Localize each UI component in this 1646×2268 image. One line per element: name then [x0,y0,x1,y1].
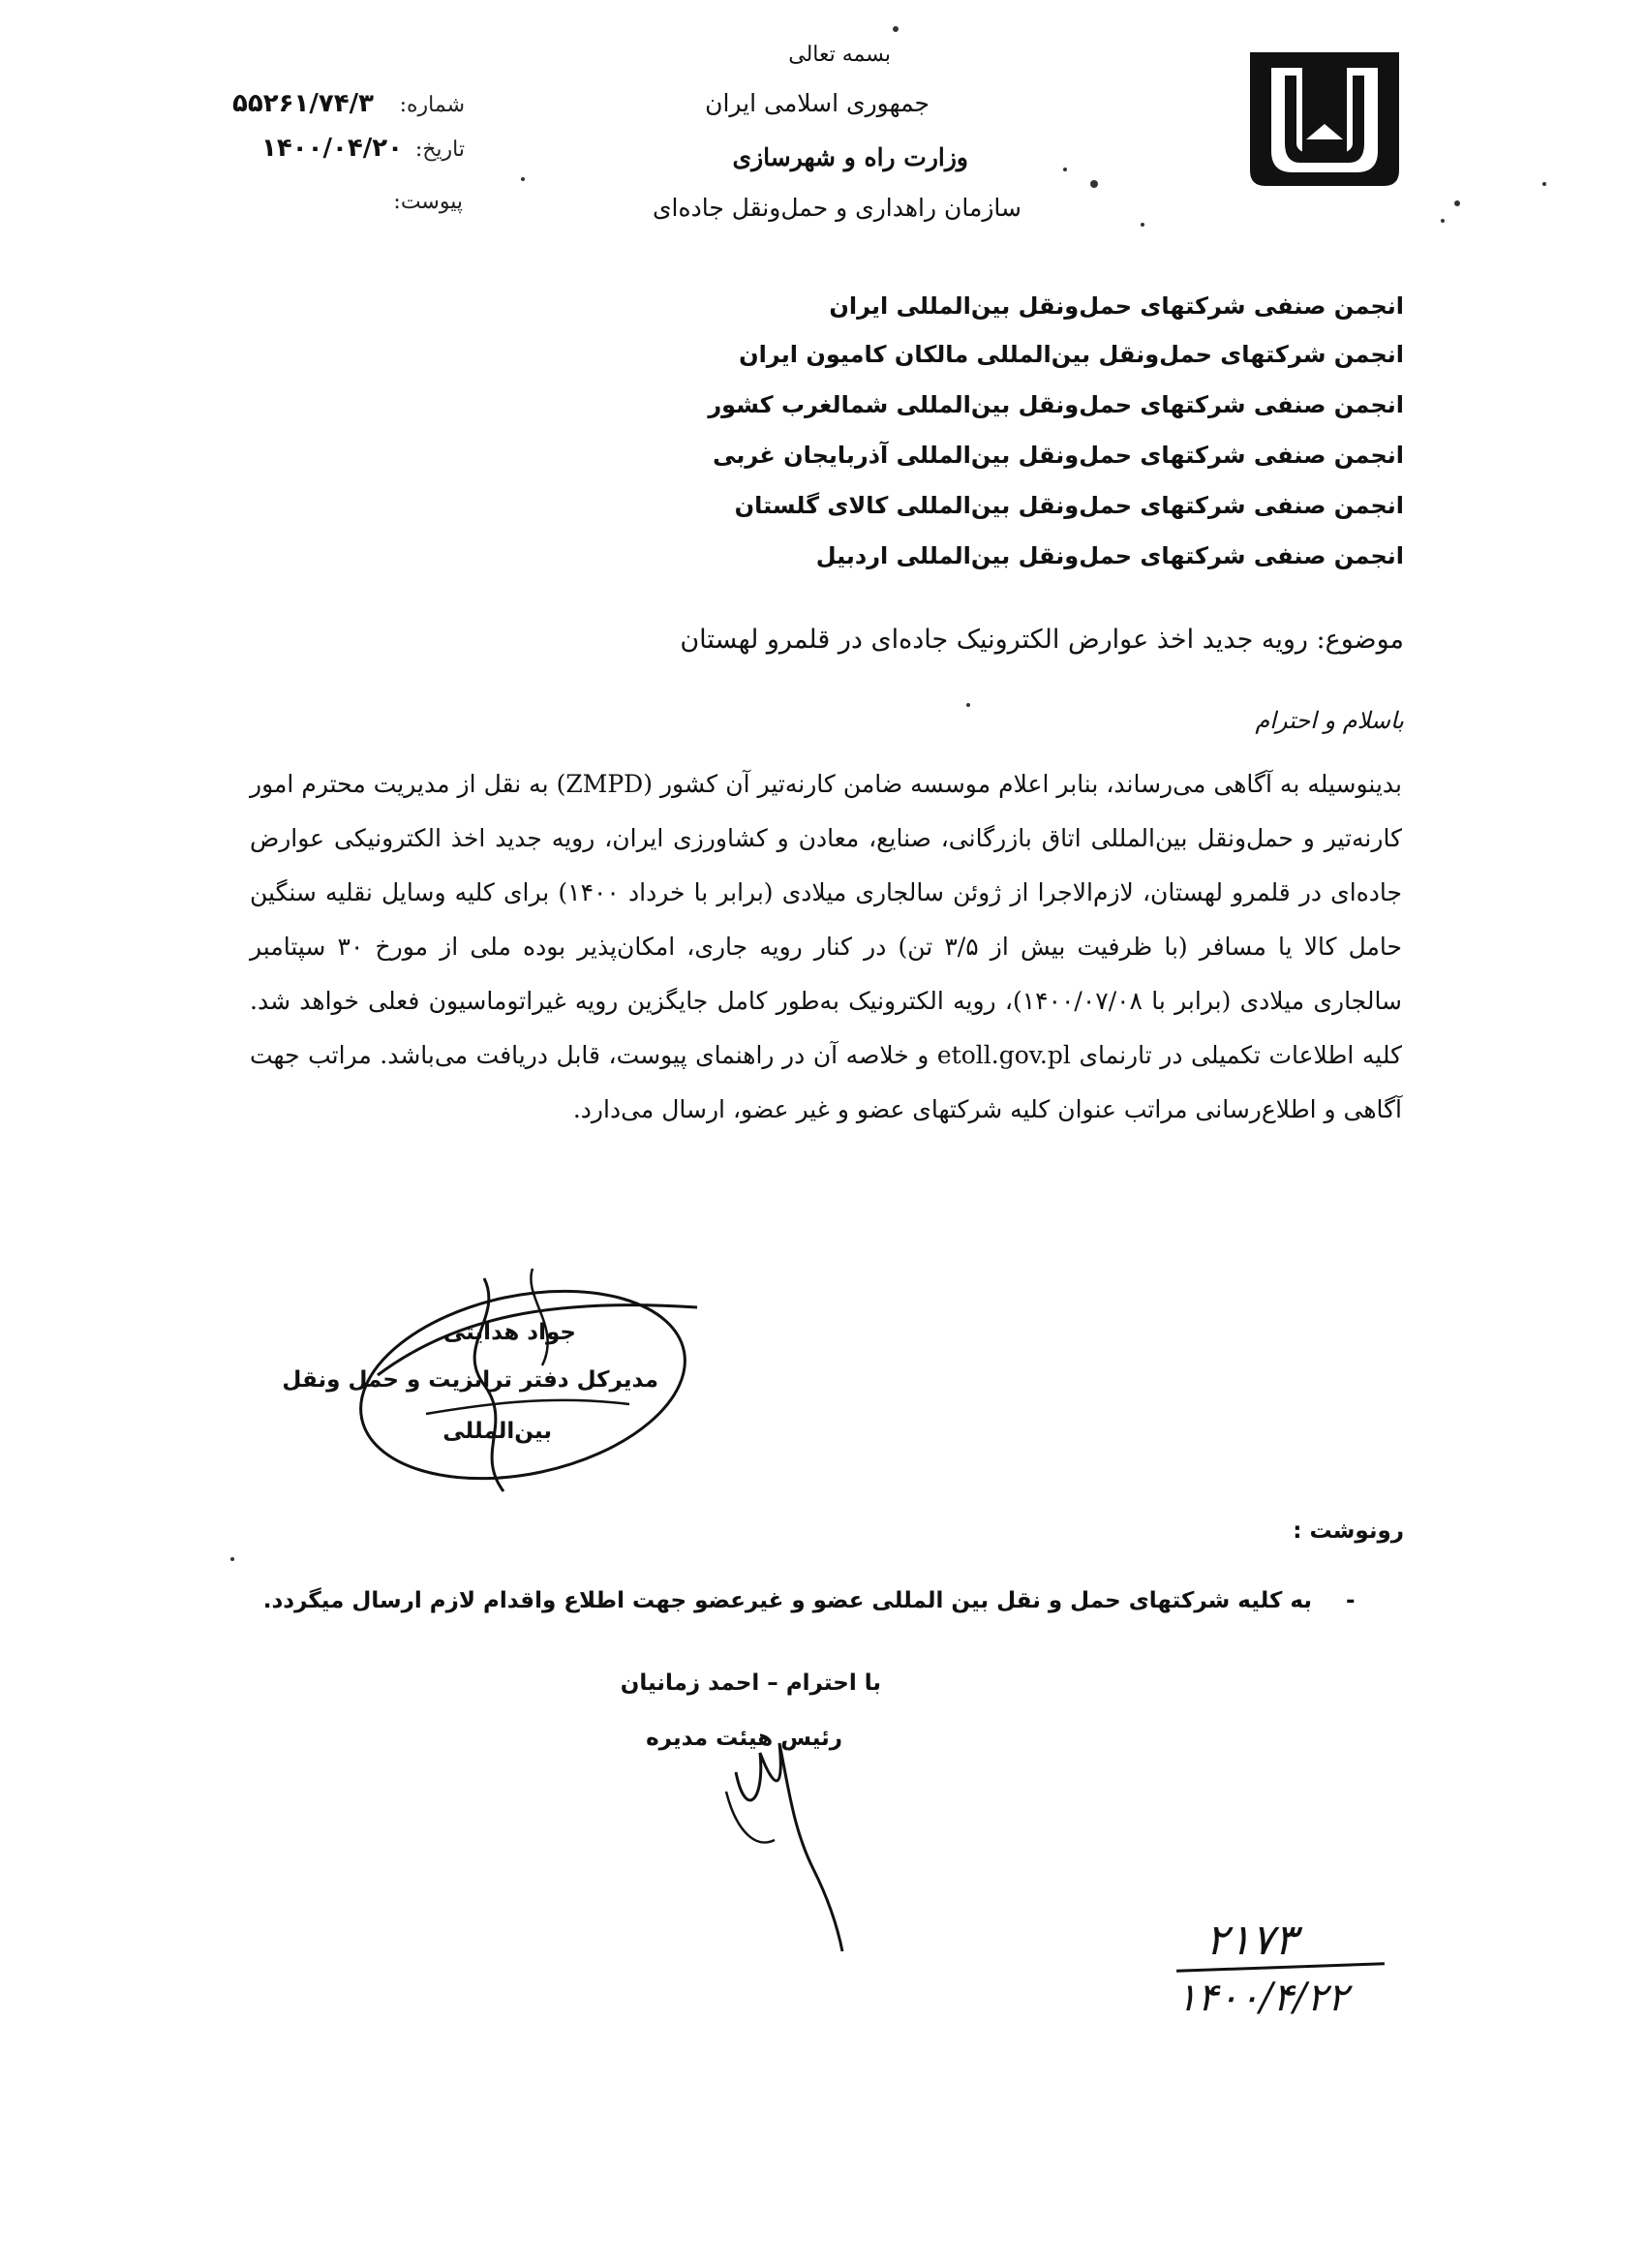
cc-role: رئیس هیئت مدیره [646,1726,842,1751]
cc-line: به کلیه شرکتهای حمل و نقل بین المللی عضو و غیرعضو جهت اطلاع واقدام لازم ارسال میگردد. [262,1588,1312,1613]
letter-subject: موضوع: رویه جدید اخذ عوارض الکترونیک جاده‌ای در قلمرو لهستان [680,625,1404,655]
attachment-label: پیوست: [393,190,463,214]
letter-body: بدینوسیله به آگاهی می‌رساند، بنابر اعلام موسسه ضامن کارنه‌تیر آن کشور (ZMPD) به نقل از مدیریت محترم امور کارنه‌تیر و حمل‌ونقل بین‌المللی اتاق بازرگانی، صنایع، معادن و کشاورزی ایران، رویه جدید اخذ الکترونیکی عوارض جاده‌ای در قلمرو لهستان، لازم‌الاجرا از ژوئن سالجاری میلادی (برابر با خرداد ۱۴۰۰) برای کلیه وسایل نقلیه سنگین حامل کالا یا مسافر (با ظرفیت بیش از ۳/۵ تن) در کنار رویه جاری، امکان‌پذیر بوده ملی از مورخ ۳۰ سپتامبر سالجاری میلادی (برابر با ۱۴۰۰/۰۷/۰۸)، رویه الکترونیک به‌طور کامل جایگزین رویه غیراتوماسیون فعلی خواهد شد. کلیه اطلاعات تکمیلی در تارنمای etoll.gov.pl و خلاصه آن در راهنمای پیوست، قابل دریافت می‌باشد. مراتب جهت آگاهی و اطلاع‌رسانی مراتب عنوان کلیه شرکتهای عضو و غیر عضو، ارسال می‌دارد. [250,770,1403,1123]
cc-signature-scribble [707,1733,852,1956]
letter-date-row [261,134,465,169]
recipient-line: انجمن صنفی شرکتهای حمل‌ونقل بین‌المللی اردبیل [815,542,1404,569]
letter-invocation: بسمه تعالی [788,43,891,67]
recipient-line: انجمن صنفی شرکتهای حمل‌ونقل بین‌المللی آذربایجان غربی [713,442,1404,469]
letter-date-label: تاریخ: [414,138,465,162]
letter-date-value: ۱۴۰۰/۰۴/۲۰ [261,134,403,163]
signatory-title: مدیرکل دفتر ترانزیت و حمل ونقل [282,1367,658,1393]
letter-greeting: باسلام و احترام [1255,707,1404,734]
recipient-line: انجمن صنفی شرکتهای حمل‌ونقل بین‌المللی شمالغرب کشور [708,391,1404,418]
recipient-line: انجمن شرکتهای حمل‌ونقل بین‌المللی مالکان کامیون ایران [739,341,1404,368]
cc-closing: با احترام – احمد زمانیان [620,1670,881,1696]
organization-logo [1242,46,1407,192]
signatory-name: جواد هدایتی [442,1320,576,1345]
signatory-title-cont: بین‌المللی [442,1419,552,1444]
registry-number-handwritten: ۲۱۷۳ [1205,1916,1297,1965]
cc-label: رونوشت : [1293,1518,1404,1544]
letter-number-row [232,89,465,124]
ministry-name: وزارت راه و شهرسازی [732,143,968,171]
letter-number-value: ۵۵۲۶۱/۷۴/۳ [232,89,374,118]
recipient-line: انجمن صنفی شرکتهای حمل‌ونقل بین‌المللی ایران [829,292,1404,320]
registry-date-handwritten: ۱۴۰۰/۴/۲۲ [1176,1976,1349,2020]
organization-name: سازمان راهداری و حمل‌ونقل جاده‌ای [652,194,1021,222]
country-name: جمهوری اسلامی ایران [705,89,930,117]
cc-dash: - [1346,1588,1356,1613]
recipient-line: انجمن صنفی شرکتهای حمل‌ونقل بین‌المللی کالای گلستان [734,492,1404,519]
letter-number-label: شماره: [399,93,465,117]
